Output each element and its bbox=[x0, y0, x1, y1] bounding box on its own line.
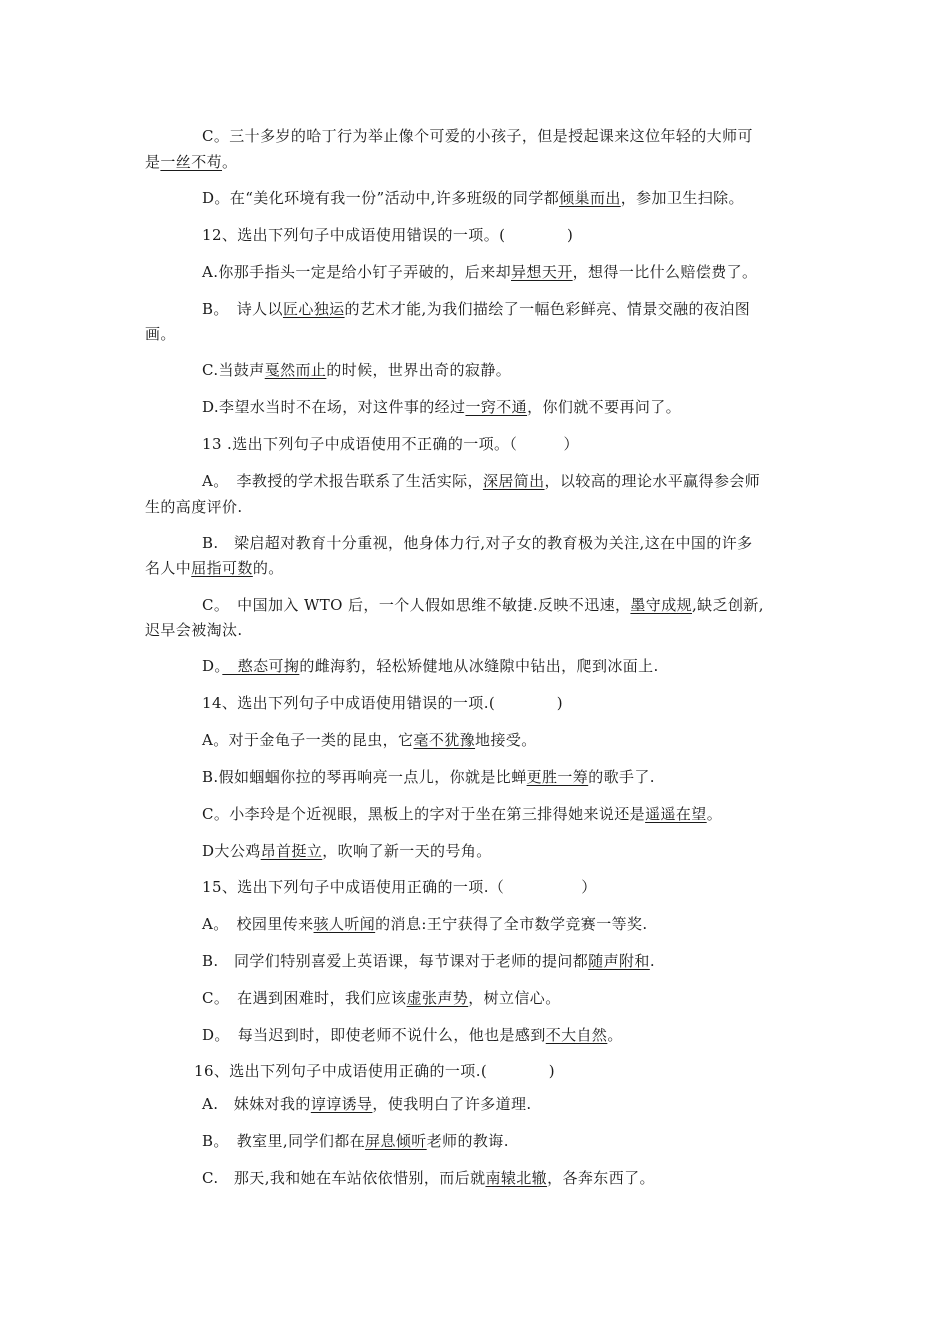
text-line: C。 中国加入 WTO 后，一个人假如思维不敏捷.反映不迅速，墨守成规,缺乏创新, bbox=[202, 596, 764, 614]
underlined-idiom: 昂首挺立 bbox=[260, 842, 323, 860]
text-line: C。三十多岁的哈丁行为举止像个可爱的小孩子，但是授起课来这位年轻的大师可 bbox=[202, 127, 753, 145]
text-line: B.假如蝈蝈你拉的琴再响亮一点儿，你就是比蝉更胜一筹的歌手了. bbox=[202, 768, 655, 786]
question-heading: 13 .选出下列句子中成语使用不正确的一项。（ ） bbox=[202, 435, 579, 453]
text-line: D。在“美化环境有我一份”活动中,许多班级的同学都倾巢而出，参加卫生扫除。 bbox=[202, 189, 744, 207]
underlined-idiom: 屈指可数 bbox=[191, 559, 253, 577]
question-heading: 12、选出下列句子中成语使用错误的一项。( ) bbox=[202, 226, 574, 244]
text-line: D大公鸡昂首挺立，吹响了新一天的号角。 bbox=[202, 842, 492, 860]
text-line: 名人中屈指可数的。 bbox=[145, 559, 284, 577]
underlined-idiom: 屏息倾听 bbox=[365, 1132, 427, 1150]
underlined-idiom: 墨守成规 bbox=[630, 596, 693, 614]
question-heading: 14、选出下列句子中成语使用错误的一项.( ) bbox=[202, 694, 563, 712]
underlined-idiom: 南辕北辙 bbox=[485, 1169, 548, 1187]
text-line: D。 憨态可掬的雌海豹，轻松矫健地从冰缝隙中钻出，爬到冰面上. bbox=[202, 657, 659, 675]
underlined-idiom: 谆谆诱导 bbox=[310, 1095, 373, 1113]
text-line: C. 那天,我和她在车站依依惜别，而后就南辕北辙，各奔东西了。 bbox=[202, 1169, 655, 1187]
underlined-idiom: 随声附和 bbox=[588, 952, 650, 970]
text-line: A。 李教授的学术报告联系了生活实际，深居简出，以较高的理论水平赢得参会师 bbox=[202, 472, 761, 490]
text-line: 画。 bbox=[145, 325, 176, 343]
text-line: D.李望水当时不在场，对这件事的经过一窍不通，你们就不要再问了。 bbox=[202, 398, 682, 416]
text-line: C。小李玲是个近视眼，黑板上的字对于坐在第三排得她来说还是遥遥在望。 bbox=[202, 805, 723, 823]
underlined-idiom: 更胜一筹 bbox=[526, 768, 589, 786]
text-line: C.当鼓声戛然而止的时候，世界出奇的寂静。 bbox=[202, 361, 512, 379]
text-line: B. 同学们特别喜爱上英语课，每节课对于老师的提问都随声附和. bbox=[202, 952, 655, 970]
text-line: 是一丝不苟。 bbox=[145, 153, 238, 171]
text-line: C。 在遇到困难时，我们应该虚张声势，树立信心。 bbox=[202, 989, 561, 1007]
underlined-idiom: 遥遥在望 bbox=[645, 805, 707, 823]
underlined-idiom: 深居简出 bbox=[482, 472, 545, 490]
underlined-idiom: 憨态可掬 bbox=[222, 657, 300, 675]
text-line: B。 教室里,同学们都在屏息倾听老师的教诲. bbox=[202, 1132, 509, 1150]
text-line: A.你那手指头一定是给小钉子弄破的，后来却异想天开，想得一比什么赔偿费了。 bbox=[202, 263, 758, 281]
text-line: A。对于金龟子一类的昆虫，它毫不犹豫地接受。 bbox=[202, 731, 537, 749]
underlined-idiom: 虚张声势 bbox=[406, 989, 469, 1007]
underlined-idiom: 骇人听闻 bbox=[313, 915, 376, 933]
question-heading: 16、选出下列句子中成语使用正确的一项.( ) bbox=[194, 1062, 555, 1080]
underlined-idiom: 一窍不通 bbox=[465, 398, 528, 416]
text-line: 迟早会被淘汰. bbox=[145, 621, 243, 639]
question-heading: 15、选出下列句子中成语使用正确的一项.（ ） bbox=[202, 878, 597, 896]
underlined-idiom: 一丝不苟 bbox=[160, 153, 223, 171]
text-line: B。 诗人以匠心独运的艺术才能,为我们描绘了一幅色彩鲜亮、情景交融的夜泊图 bbox=[202, 300, 751, 318]
underlined-idiom: 不大自然 bbox=[545, 1026, 608, 1044]
underlined-idiom: 匠心独运 bbox=[282, 300, 345, 318]
text-line: A。 校园里传来骇人听闻的消息:王宁获得了全市数学竞赛一等奖. bbox=[202, 915, 648, 933]
text-line: A. 妹妹对我的谆谆诱导，使我明白了许多道理. bbox=[202, 1095, 532, 1113]
text-line: B. 梁启超对教育十分重视，他身体力行,对子女的教育极为关注,这在中国的许多 bbox=[202, 534, 753, 552]
text-line: D。 每当迟到时，即使老师不说什么，他也是感到不大自然。 bbox=[202, 1026, 623, 1044]
underlined-idiom: 毫不犹豫 bbox=[413, 731, 476, 749]
underlined-idiom: 异想天开 bbox=[511, 263, 573, 281]
text-line: 生的高度评价. bbox=[145, 498, 243, 516]
underlined-idiom: 戛然而止 bbox=[264, 361, 327, 379]
underlined-idiom: 倾巢而出 bbox=[559, 189, 621, 207]
